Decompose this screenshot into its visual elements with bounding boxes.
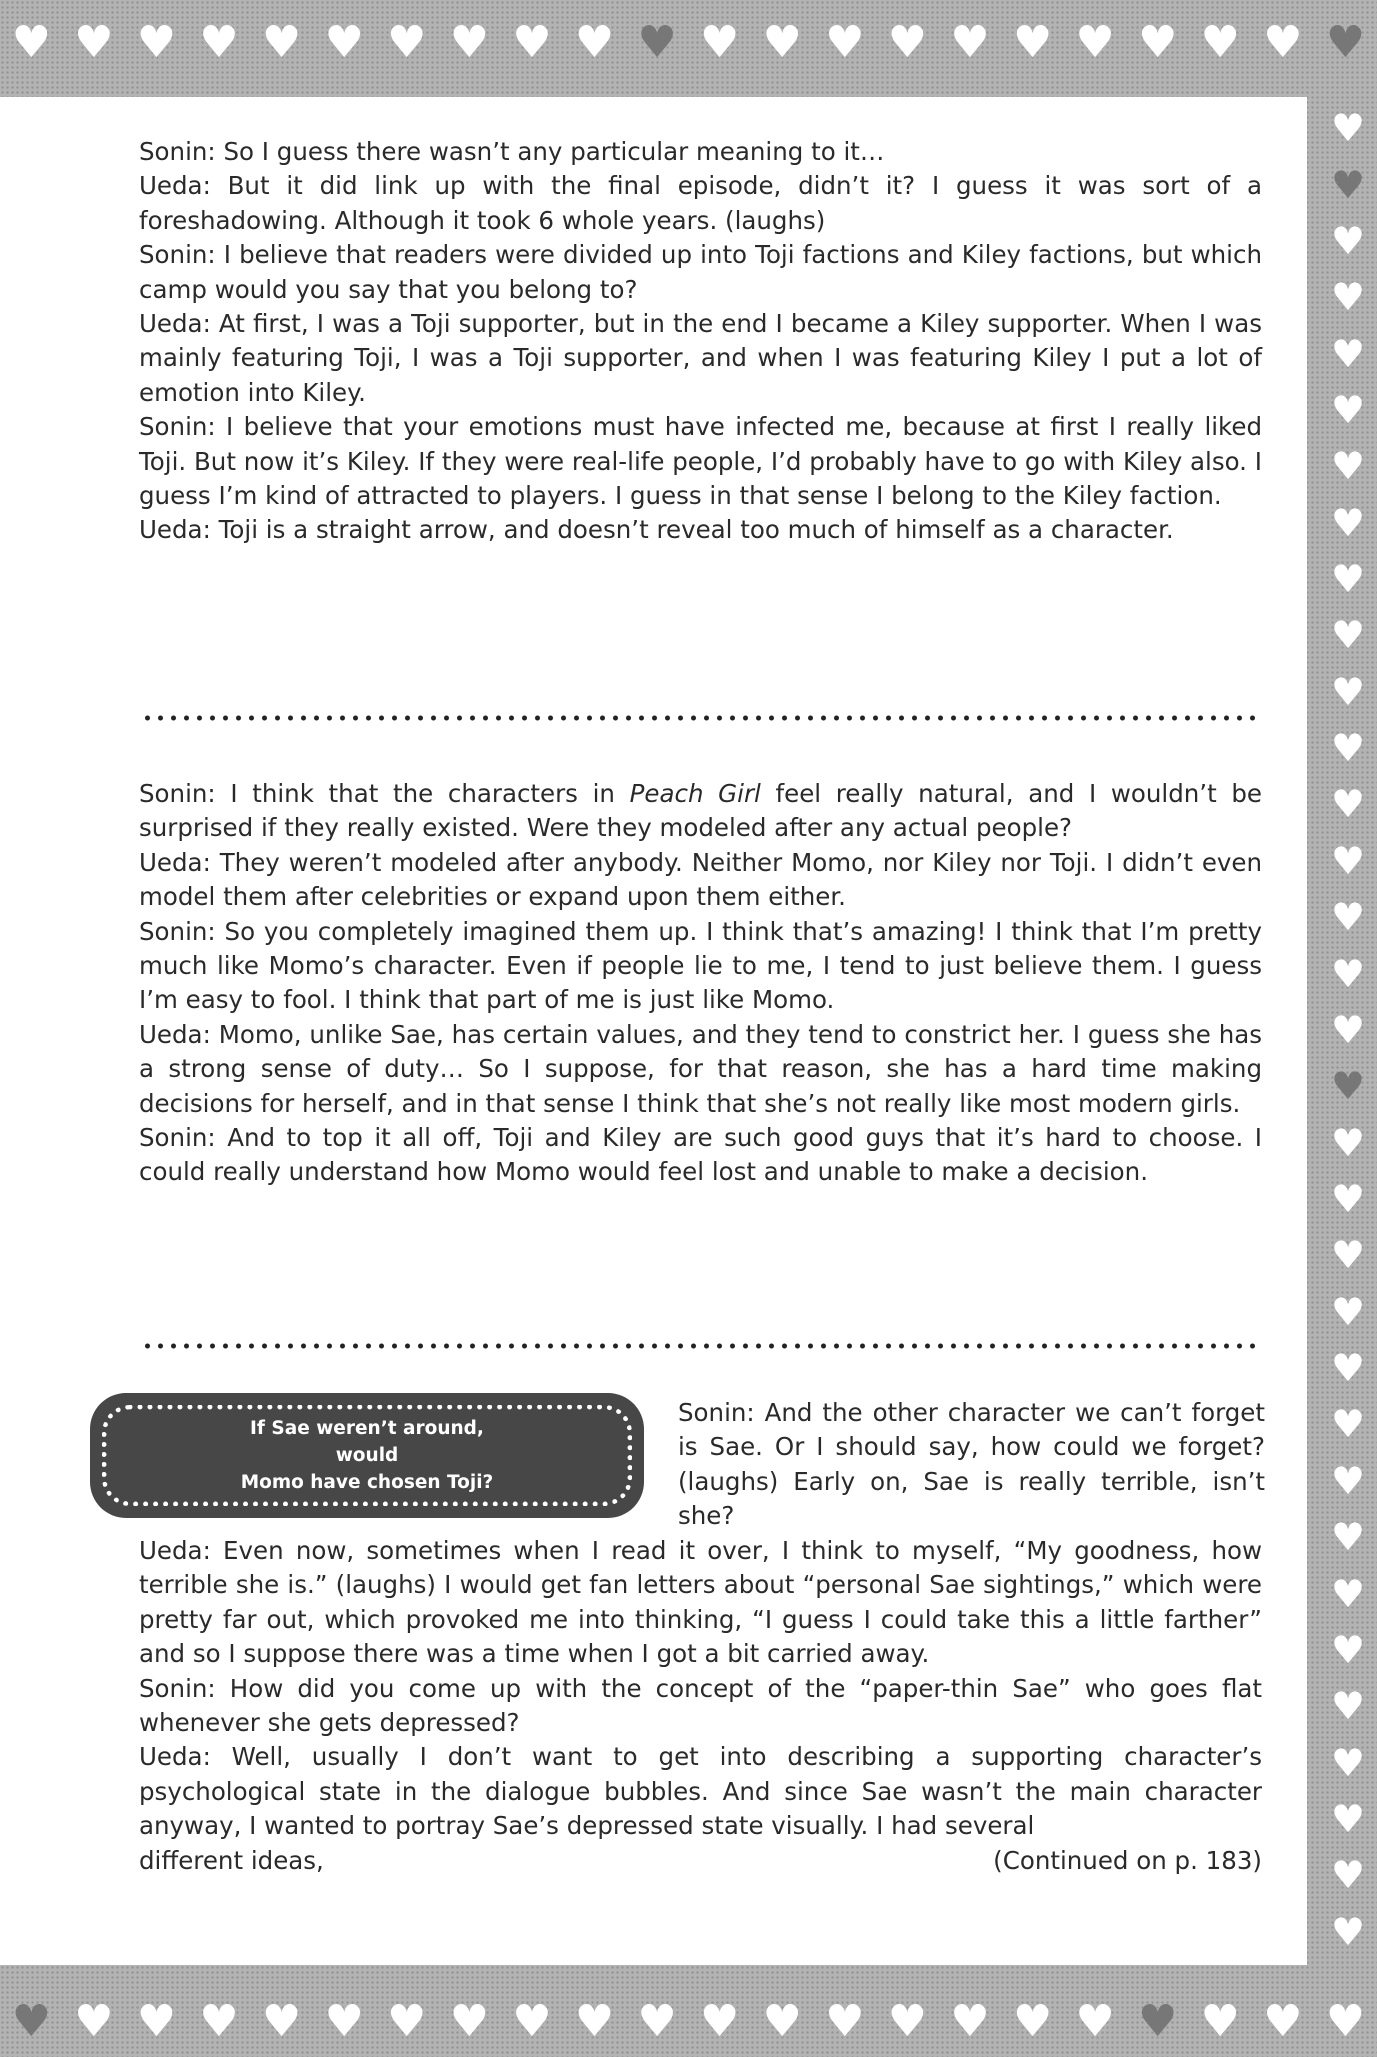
heart-icon: ♥ — [261, 17, 302, 68]
heart-icon: ♥ — [449, 17, 490, 68]
heart-icon: ♥ — [1330, 1289, 1366, 1334]
heart-icon: ♥ — [512, 1996, 552, 2047]
heart-icon: ♥ — [1330, 1120, 1366, 1165]
dialogue-line: Sonin: And to top it all off, Toji and Kiley are such good guys that it’s hard to choose. I could really understand how Momo would feel lost and unable to make a decision. — [139, 1123, 1262, 1187]
heart-icon: ♥ — [887, 1996, 928, 2047]
dialogue-line: Ueda: But it did link up with the final episode, didn’t it? I guess it was sort of a foreshadowing. Although it took 6 whole years. (laughs) — [139, 171, 1262, 235]
heart-icon: ♥ — [1330, 1740, 1366, 1785]
heart-icon: ♥ — [1330, 669, 1366, 714]
heart-icon: ♥ — [324, 1996, 364, 2047]
side-heart-border — [1321, 100, 1375, 1960]
heart-icon: ♥ — [762, 1996, 802, 2047]
heart-icon: ♥ — [1330, 162, 1366, 207]
dialogue-line: Ueda: At first, I was a Toji supporter, but in the end I became a Kiley supporter. When I was mainly featuring Toji, I was a Toji supporter, and when I was featuring Kiley I put a lot of emotion into Kiley. — [139, 309, 1262, 407]
dialogue-line: Sonin: I believe that your emotions must have infected me, because at first I really liked Toji. But now it’s Kiley. If they were real-life people, I’d probably have to go with Kiley also. I guess I’m kind of attracted to players. I guess in that sense I belong to the Kiley faction. — [139, 412, 1262, 511]
heart-icon: ♥ — [1330, 500, 1366, 545]
heart-icon: ♥ — [74, 17, 114, 68]
dialogue-line: Ueda: Toji is a straight arrow, and doesn’t reveal too much of himself as a character. — [139, 515, 1174, 545]
interview-section-3-intro — [678, 1396, 1265, 1534]
heart-icon: ♥ — [762, 17, 802, 68]
heart-icon: ♥ — [1263, 1996, 1303, 2047]
dialogue-text: different ideas, — [139, 1845, 324, 1875]
heart-icon: ♥ — [11, 17, 52, 68]
heart-icon: ♥ — [1330, 1346, 1366, 1391]
heart-icon: ♥ — [136, 1996, 177, 2047]
heart-icon: ♥ — [1330, 838, 1366, 883]
dialogue-text: feel really natural, and I wouldn’t be surprised if they really existed. Were they modeled after any actual people? — [139, 779, 1262, 843]
heart-icon: ♥ — [1330, 1796, 1366, 1841]
dialogue-text: Sonin: I think that the characters in — [139, 779, 630, 808]
heart-icon: ♥ — [699, 17, 740, 68]
dialogue-line: Ueda: Momo, unlike Sae, has certain values, and they tend to constrict her. I guess she has a strong sense of duty… So I suppose, for that reason, she has a hard time making decisions for herself, and in that sense I think that she’s not really like most modern girls. — [139, 1019, 1262, 1118]
heart-icon: ♥ — [1330, 1853, 1366, 1898]
heart-icon: ♥ — [199, 1996, 239, 2047]
heart-icon: ♥ — [1075, 17, 1115, 68]
manga-title: Peach Girl — [629, 779, 761, 808]
heart-icon: ♥ — [887, 17, 928, 68]
callout-line-1: If Sae weren’t around, would — [250, 1418, 484, 1466]
heart-icon: ♥ — [1330, 1627, 1366, 1672]
callout-line-2: Momo have chosen Toji? — [240, 1472, 494, 1493]
heart-icon: ♥ — [199, 17, 239, 68]
dotted-divider — [141, 713, 1263, 723]
heart-icon: ♥ — [1330, 1064, 1366, 1109]
heart-icon: ♥ — [637, 17, 677, 68]
heart-icon: ♥ — [699, 1996, 740, 2047]
heart-icon: ♥ — [1330, 782, 1366, 827]
heart-icon: ♥ — [1330, 1909, 1366, 1954]
dialogue-line: Sonin: I believe that readers were divided up into Toji factions and Kiley factions, but which camp would you say that you belong to? — [139, 240, 1262, 304]
heart-icon: ♥ — [1330, 1402, 1366, 1447]
callout-dotted-frame — [102, 1405, 632, 1506]
section-heading-callout — [90, 1393, 644, 1518]
dialogue-line: Ueda: They weren’t modeled after anybody. Neither Momo, nor Kiley nor Toji. I didn’t even model them after celebrities or expand upon them either. — [139, 847, 1262, 912]
heart-icon: ♥ — [449, 1996, 490, 2047]
heart-icon: ♥ — [1075, 1996, 1115, 2047]
heart-icon: ♥ — [574, 1996, 615, 2047]
heart-icon: ♥ — [1330, 1233, 1366, 1278]
dialogue-line: Sonin: So you completely imagined them up. I think that’s amazing! I think that I’m pretty much like Momo’s character. Even if people lie to me, I tend to just believe them. I guess I’m easy to fool. I think that part of me is just like Momo. — [139, 916, 1262, 1015]
bottom-heart-border — [0, 1987, 1377, 2057]
heart-icon: ♥ — [1330, 1458, 1366, 1503]
dotted-divider — [141, 1341, 1263, 1351]
heart-icon: ♥ — [1325, 17, 1366, 68]
heart-icon: ♥ — [1200, 1996, 1240, 2047]
heart-icon: ♥ — [1330, 1684, 1366, 1729]
dialogue-line: Sonin: And the other character we can’t forget is Sae. Or I should say, how could we forget? (laughs) Early on, Sae is really terrible, isn’t she? — [678, 1398, 1265, 1531]
heart-icon: ♥ — [1330, 106, 1366, 151]
heart-icon: ♥ — [1330, 951, 1366, 996]
interview-section-1 — [139, 135, 1262, 548]
final-line — [139, 1844, 1262, 1878]
heart-icon: ♥ — [1330, 557, 1366, 602]
heart-icon: ♥ — [1325, 1996, 1366, 2047]
top-heart-border — [0, 8, 1377, 78]
heart-icon: ♥ — [1330, 613, 1366, 658]
heart-icon: ♥ — [1330, 331, 1366, 376]
heart-icon: ♥ — [387, 1996, 427, 2047]
heart-icon: ♥ — [950, 1996, 990, 2047]
heart-icon: ♥ — [1330, 1571, 1366, 1616]
heart-icon: ♥ — [1012, 1996, 1053, 2047]
heart-icon: ♥ — [387, 17, 427, 68]
heart-icon: ♥ — [825, 1996, 865, 2047]
heart-icon: ♥ — [1330, 275, 1366, 320]
heart-icon: ♥ — [637, 1996, 677, 2047]
callout-heading — [217, 1415, 517, 1496]
heart-icon: ♥ — [1330, 726, 1366, 771]
heart-icon: ♥ — [1200, 17, 1240, 68]
heart-icon: ♥ — [1012, 17, 1053, 68]
heart-icon: ♥ — [1330, 387, 1366, 432]
heart-icon: ♥ — [1137, 1996, 1178, 2047]
heart-icon: ♥ — [1330, 218, 1366, 263]
heart-icon: ♥ — [512, 17, 552, 68]
dialogue-line: Sonin: So I guess there wasn’t any particular meaning to it… — [139, 137, 885, 166]
heart-icon: ♥ — [1330, 1007, 1366, 1052]
dialogue-line: Sonin: How did you come up with the concept of the “paper-thin Sae” who goes flat whenever she gets depressed? — [139, 1673, 1262, 1738]
heart-icon: ♥ — [825, 17, 865, 68]
heart-icon: ♥ — [74, 1996, 114, 2047]
heart-icon: ♥ — [136, 17, 177, 68]
heart-icon: ♥ — [574, 17, 615, 68]
dialogue-line: Ueda: Even now, sometimes when I read it over, I think to myself, “My goodness, how terrible she is.” (laughs) I would get fan letters about “personal Sae sightings,” which were pretty far out, which provoked me into thinking, “I guess I could take this a little farther” and so I suppose there was a time when I got a bit carried away. — [139, 1536, 1262, 1669]
heart-icon: ♥ — [1137, 17, 1178, 68]
heart-icon: ♥ — [1330, 444, 1366, 489]
heart-icon: ♥ — [1330, 1515, 1366, 1560]
heart-icon: ♥ — [1330, 1177, 1366, 1221]
dialogue-line: Ueda: Well, usually I don’t want to get into describing a supporting character’s psychological state in the dialogue bubbles. And since Sae wasn’t the main character anyway, I wanted to portray Sae’s depressed state visually. I had several — [139, 1742, 1262, 1841]
dialogue-line — [139, 777, 1262, 846]
heart-icon: ♥ — [1330, 895, 1366, 940]
heart-icon: ♥ — [324, 17, 364, 68]
heart-icon: ♥ — [11, 1996, 52, 2047]
continued-note: (Continued on p. 183) — [993, 1845, 1262, 1875]
heart-icon: ♥ — [950, 17, 990, 68]
interview-section-3 — [139, 1534, 1262, 1878]
heart-icon: ♥ — [261, 1996, 302, 2047]
interview-section-2 — [139, 777, 1262, 1190]
heart-icon: ♥ — [1263, 17, 1303, 68]
